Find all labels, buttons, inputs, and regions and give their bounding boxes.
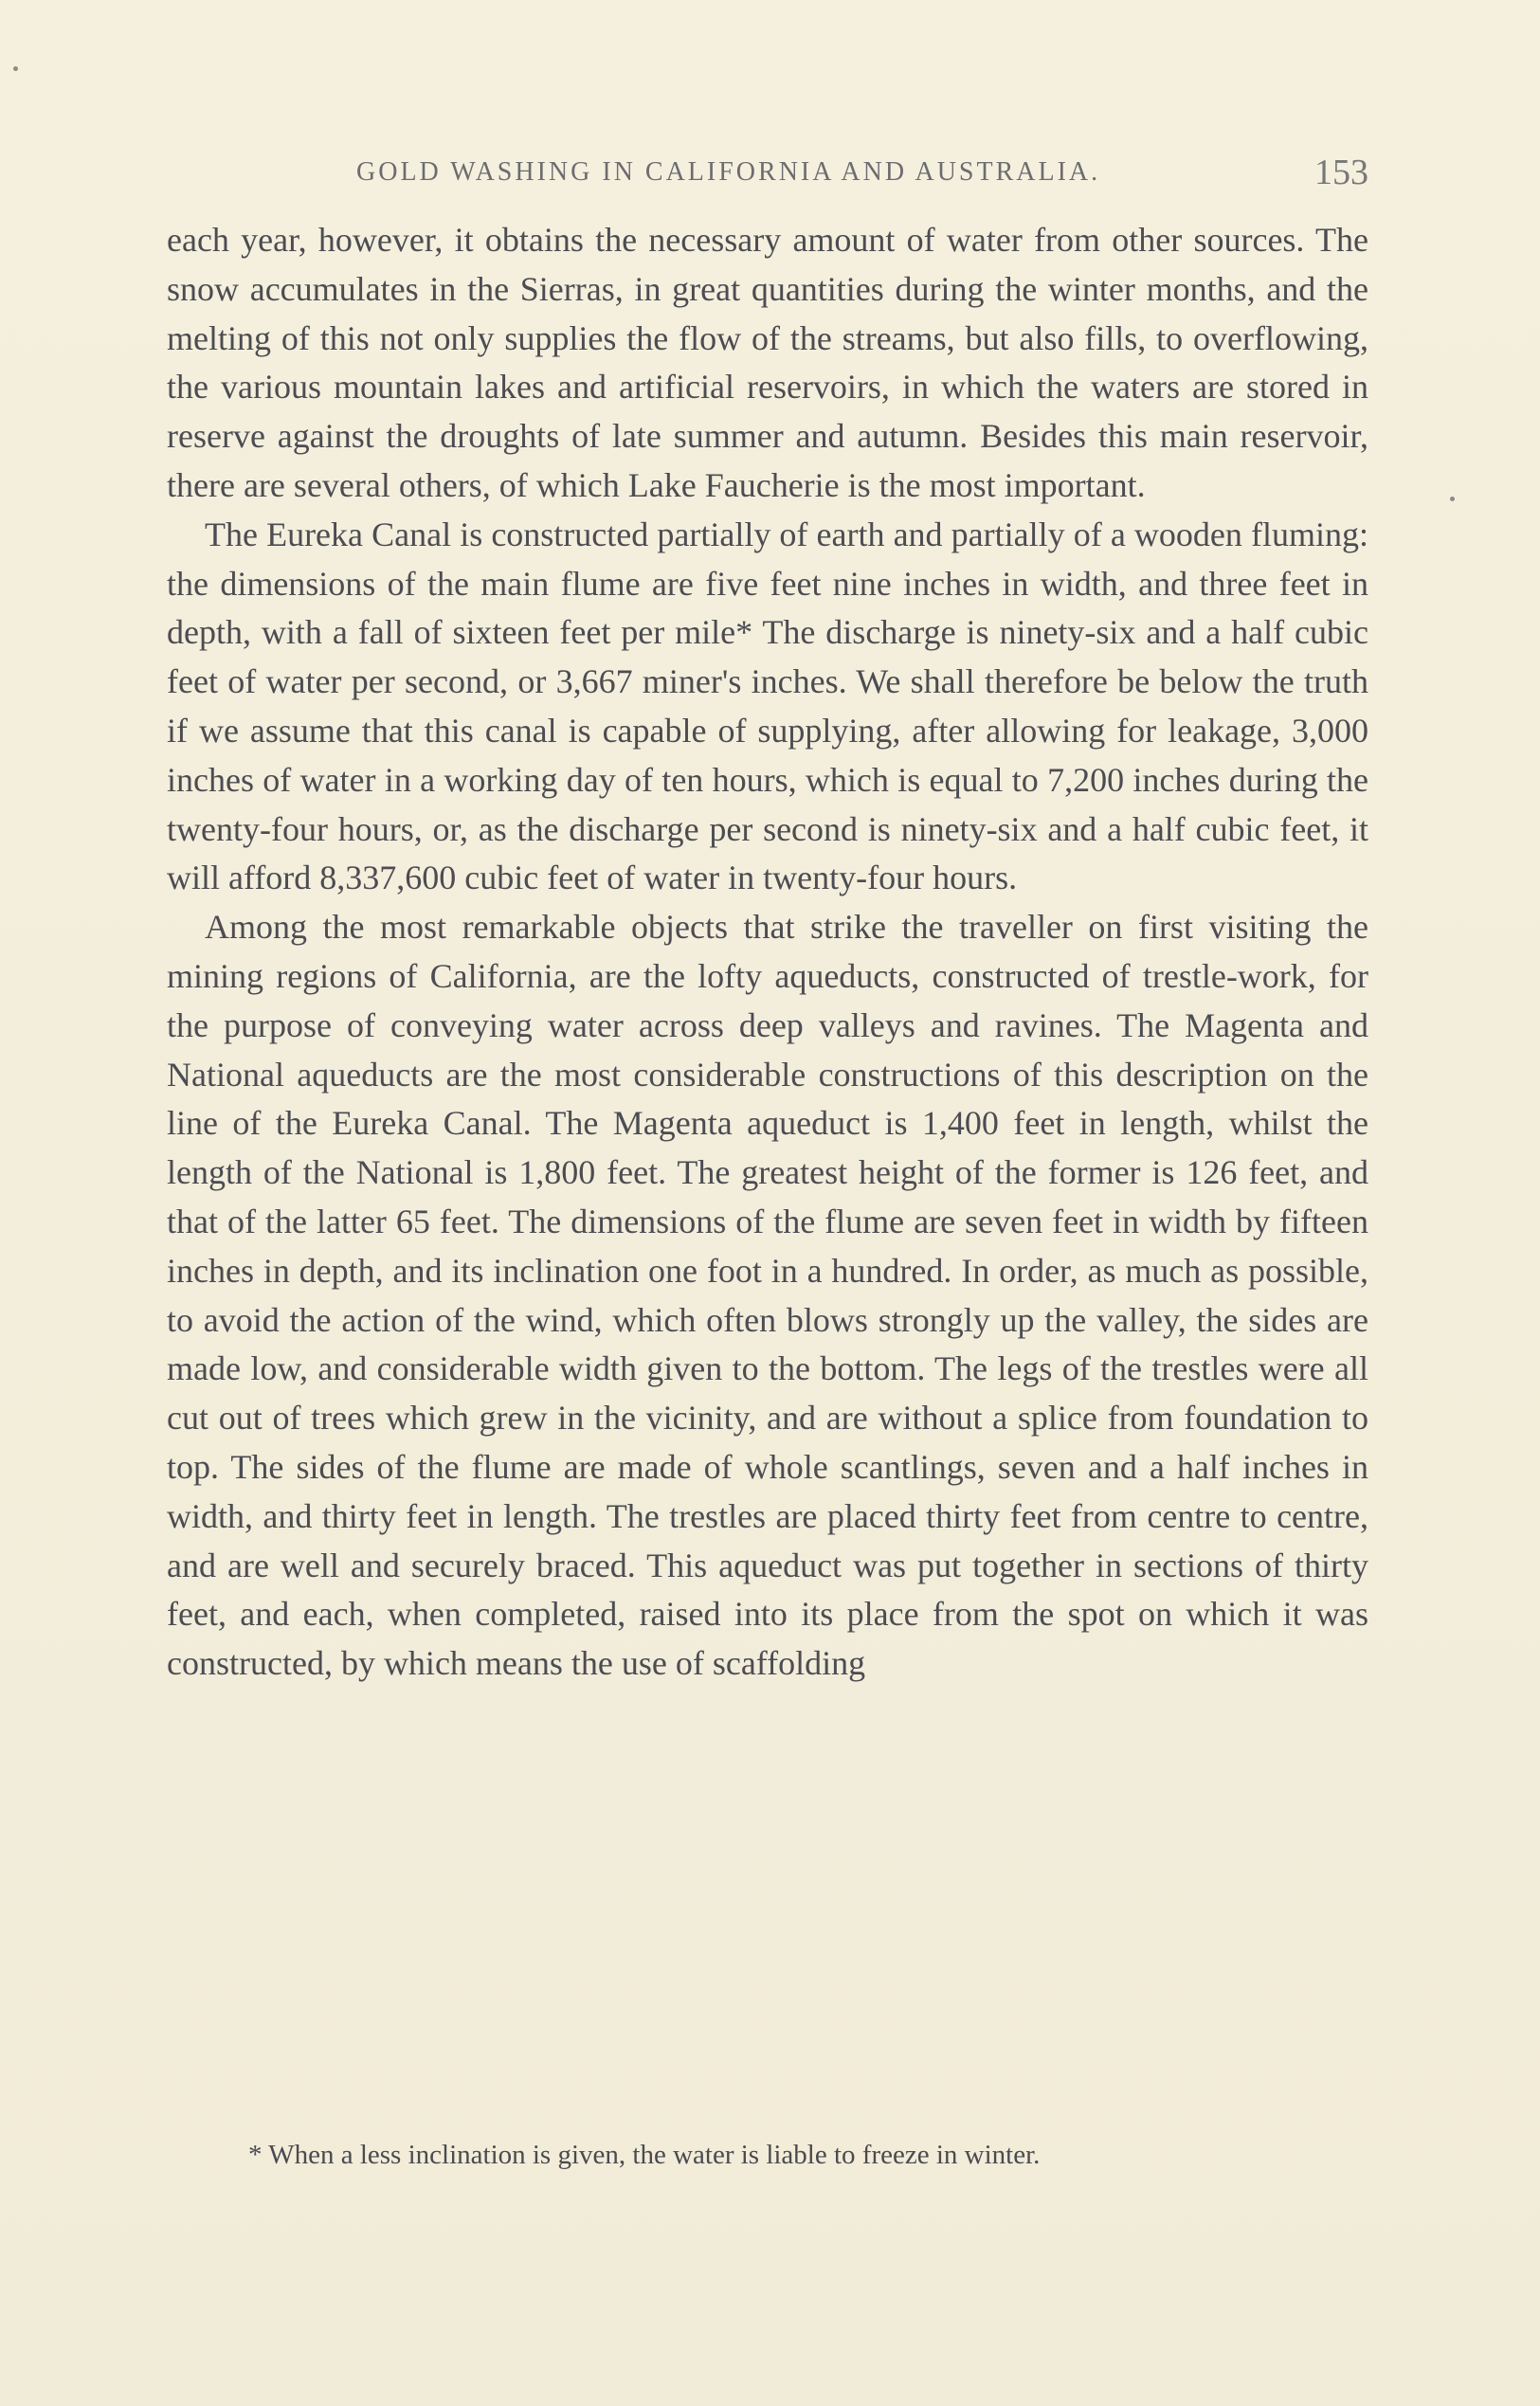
page-header [167,152,1368,201]
paragraph: Among the most remarkable objects that strike the traveller on first visiting the mining regions of California, are the lofty aqueducts, constructed of trestle-work, for the purpose of conveying water across deep valleys and ravines. The Magenta and National aqueducts are the most considerable constructions of this description on the line of the Eureka Canal. The Magenta aqueduct is 1,400 feet in length, whilst the length of the National is 1,800 feet. The greatest height of the former is 126 feet, and that of the latter 65 feet. The dimensions of the flume are seven feet in width by fifteen inches in depth, and its inclination one foot in a hundred. In order, as much as possible, to avoid the action of the wind, which often blows strongly up the valley, the sides are made low, and considerable width given to the bottom. The legs of the trestles were all cut out of trees which grew in the vicinity, and are without a splice from foundation to top. The sides of the flume are made of whole scantlings, seven and a half inches in width, and thirty feet in length. The trestles are placed thirty feet from centre to centre, and are well and securely braced. This aqueduct was put together in sections of thirty feet, and each, when completed, raised into its place from the spot on which it was constructed, by which means the use of scaffolding [167,908,1368,1683]
paragraph: each year, however, it obtains the necessary amount of water from other sources. The snow accumulates in the Sierras, in great quantities during the winter months, and the melting of this not only supplies the flow of the streams, but also fills, to overflowing, the various mountain lakes and artificial reservoirs, in which the waters are stored in reserve against the droughts of late summer and autumn. Besides this main reservoir, there are several others, of which Lake Faucherie is the most important. [167,221,1368,504]
paragraph: The Eureka Canal is constructed partially of earth and partially of a wooden fluming: the dimensions of the main flume are five feet nine inches in width, and three feet in depth, with a fall of sixteen feet per mile* The discharge is ninety-six and a half cubic feet of water per second, or 3,667 miner's inches. We shall therefore be below the truth if we assume that this canal is capable of supplying, after allowing for leakage, 3,000 inches of water in a working day of ten hours, which is equal to 7,200 inches during the twenty-four hours, or, as the discharge per second is ninety-six and a half cubic feet, it will afford 8,337,600 cubic feet of water in twenty-four hours. [167,515,1368,897]
running-head: GOLD WASHING IN CALIFORNIA AND AUSTRALIA. [356,157,1101,187]
paper-speck [13,66,18,71]
page-number: 153 [1314,153,1368,192]
paper-speck [1450,497,1455,501]
body-text [167,216,1368,1689]
footnote: * When a less inclination is given, the water is liable to freeze in winter. [248,2140,1041,2170]
